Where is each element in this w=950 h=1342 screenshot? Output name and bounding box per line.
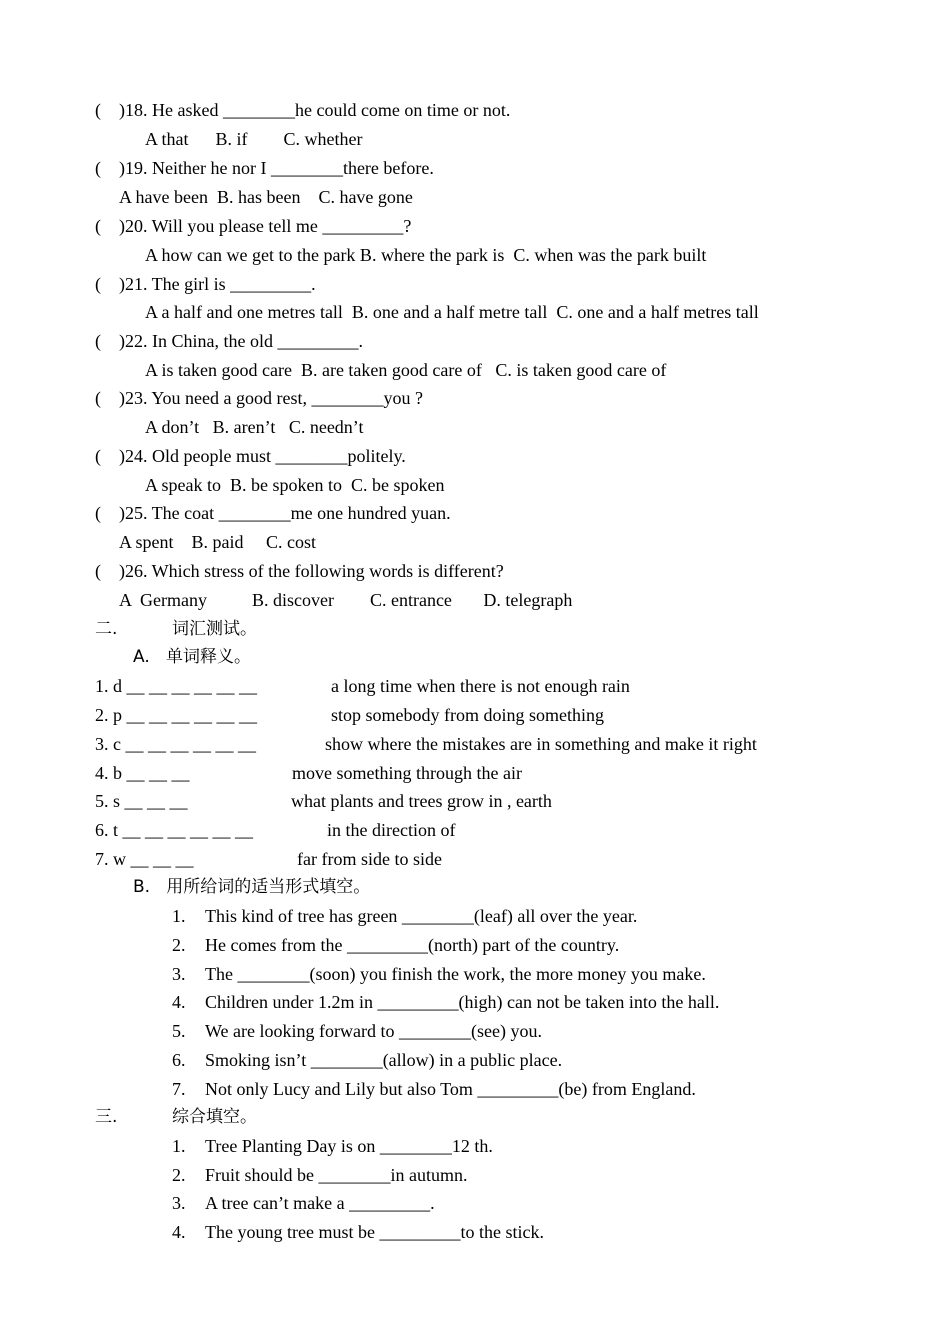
fill-number: 2. — [172, 935, 186, 955]
q21-options: A a half and one metres tall B. one and a half metre tall C. one and a half metres tall — [145, 302, 759, 322]
q26-options: A Germany B. discover C. entrance D. telegraph — [119, 590, 573, 610]
vocab-word: 6. t __ __ __ __ __ __ — [95, 820, 254, 840]
fill-sentence: Not only Lucy and Lily but also Tom _________(be) from England. — [205, 1079, 696, 1099]
vocab-definition: show where the mistakes are in something and make it right — [325, 734, 757, 754]
fill-sentence: The ________(soon) you finish the work, the more money you make. — [205, 964, 706, 984]
q26-stem: ( )26. Which stress of the following words is different? — [95, 561, 504, 581]
q19-stem: ( )19. Neither he nor I ________there before. — [95, 158, 434, 178]
q19-options: A have been B. has been C. have gone — [119, 187, 413, 207]
cloze-sentence: A tree can’t make a _________. — [205, 1193, 435, 1213]
q18-stem: ( )18. He asked ________he could come on time or not. — [95, 100, 511, 120]
fill-number: 5. — [172, 1021, 186, 1041]
cloze-sentence: Tree Planting Day is on ________12 th. — [205, 1136, 493, 1156]
fill-number: 7. — [172, 1079, 186, 1099]
vocab-word: 2. p __ __ __ __ __ __ — [95, 705, 257, 725]
q20-stem: ( )20. Will you please tell me _________? — [95, 216, 412, 236]
cloze-number: 1. — [172, 1136, 186, 1156]
section3-heading: 综合填空。 — [172, 1107, 257, 1127]
vocab-word: 7. w __ __ __ — [95, 849, 194, 869]
vocab-definition: a long time when there is not enough rain — [331, 676, 630, 696]
vocab-definition: what plants and trees grow in , earth — [291, 791, 552, 811]
vocab-word: 1. d __ __ __ __ __ __ — [95, 676, 257, 696]
q23-stem: ( )23. You need a good rest, ________you ? — [95, 388, 423, 408]
vocab-word: 5. s __ __ __ — [95, 791, 188, 811]
cloze-number: 2. — [172, 1165, 186, 1185]
fill-number: 1. — [172, 906, 186, 926]
vocab-definition: far from side to side — [297, 849, 442, 869]
cloze-number: 4. — [172, 1222, 186, 1242]
vocab-word: 4. b __ __ __ — [95, 763, 190, 783]
q25-options: A spent B. paid C. cost — [119, 532, 316, 552]
fill-sentence: Smoking isn’t ________(allow) in a public place. — [205, 1050, 563, 1070]
q24-options: A speak to B. be spoken to C. be spoken — [145, 475, 445, 495]
cloze-sentence: The young tree must be _________to the stick. — [205, 1222, 544, 1242]
q18-options: A that B. if C. whether — [145, 129, 363, 149]
section2-heading: 词汇测试。 — [172, 619, 257, 639]
q24-stem: ( )24. Old people must ________politely. — [95, 446, 406, 466]
section3-number: 三. — [95, 1107, 118, 1127]
fill-number: 6. — [172, 1050, 186, 1070]
fill-sentence: This kind of tree has green ________(leaf) all over the year. — [205, 906, 638, 926]
vocab-word: 3. c __ __ __ __ __ __ — [95, 734, 256, 754]
fill-sentence: Children under 1.2m in _________(high) can not be taken into the hall. — [205, 992, 720, 1012]
q25-stem: ( )25. The coat ________me one hundred yuan. — [95, 503, 451, 523]
vocab-definition: in the direction of — [327, 820, 456, 840]
q21-stem: ( )21. The girl is _________. — [95, 274, 316, 294]
fill-sentence: He comes from the _________(north) part of the country. — [205, 935, 620, 955]
vocab-definition: move something through the air — [292, 763, 522, 783]
cloze-number: 3. — [172, 1193, 186, 1213]
q20-options: A how can we get to the park B. where the park is C. when was the park built — [145, 245, 707, 265]
vocab-definition: stop somebody from doing something — [331, 705, 604, 725]
q22-options: A is taken good care B. are taken good care of C. is taken good care of — [145, 360, 667, 380]
part-b-heading: B. 用所给词的适当形式填空。 — [133, 877, 371, 897]
fill-sentence: We are looking forward to ________(see) you. — [205, 1021, 542, 1041]
q23-options: A don’t B. aren’t C. needn’t — [145, 417, 364, 437]
q22-stem: ( )22. In China, the old _________. — [95, 331, 363, 351]
fill-number: 4. — [172, 992, 186, 1012]
cloze-sentence: Fruit should be ________in autumn. — [205, 1165, 468, 1185]
part-a-heading: A. 单词释义。 — [133, 647, 251, 667]
fill-number: 3. — [172, 964, 186, 984]
section2-number: 二. — [95, 619, 118, 639]
